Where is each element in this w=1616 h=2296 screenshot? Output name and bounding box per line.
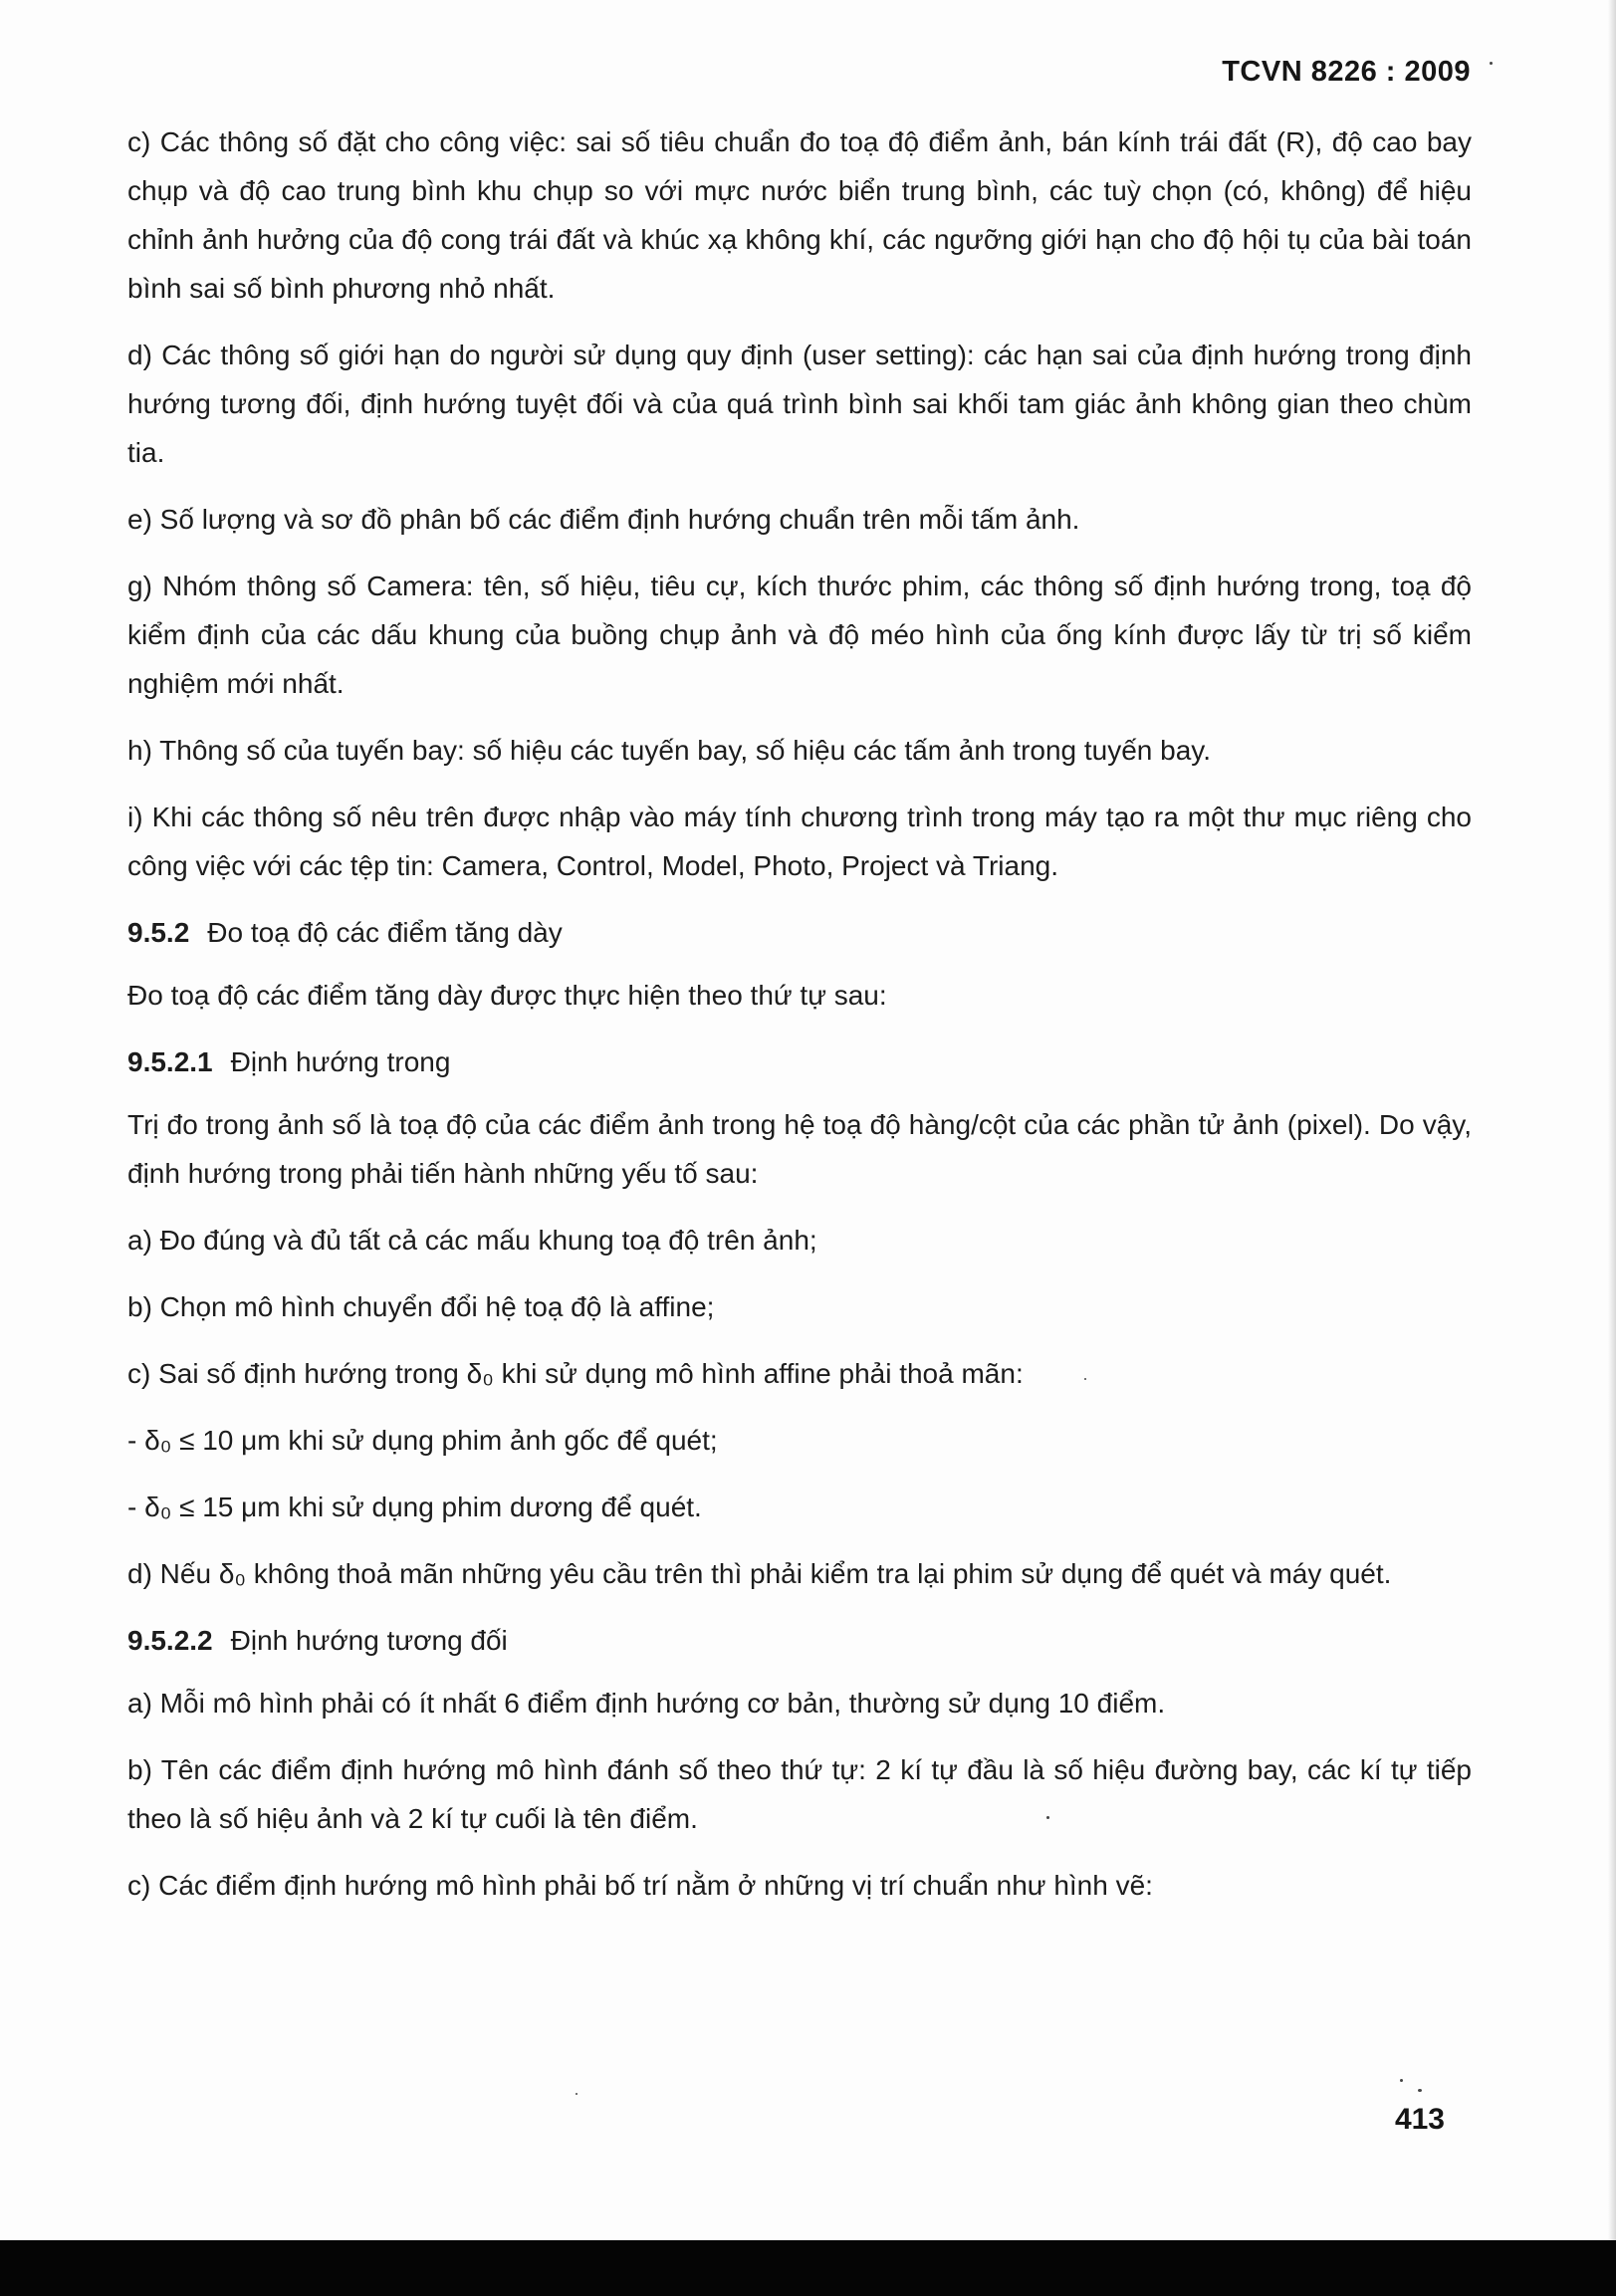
body-paragraph: a) Đo đúng và đủ tất cả các mấu khung toạ độ trên ảnh; [127,1225,817,1256]
body-paragraph: e) Số lượng và sơ đồ phân bố các điểm định hướng chuẩn trên mỗi tấm ảnh. [127,504,1080,535]
body-paragraph: i) Khi các thông số nêu trên được nhập vào máy tính chương trình trong máy tạo ra một thư mục riêng cho công việc với các tệp tin: Camera, Control, Model, Photo, Project và Triang. [127,802,1472,881]
scan-speck [576,2093,577,2095]
scan-speck [1046,1816,1049,1819]
body-paragraph: d) Các thông số giới hạn do người sử dụng quy định (user setting): các hạn sai của định hướng trong định hướng tương đối, định hướng tuyệt đối và của quá trình bình sai khối tam giác ảnh không gian theo chùm tia. [127,340,1472,468]
body-paragraph: - δ₀ ≤ 10 μm khi sử dụng phim ảnh gốc để quét; [127,1425,718,1456]
scan-bottom-border [0,2240,1616,2296]
section-heading [127,1037,1472,1086]
section-heading [127,908,1472,957]
scan-speck [1490,62,1493,65]
scan-speck [1084,1378,1086,1380]
page-body [127,117,1472,1928]
body-paragraph: c) Sai số định hướng trong δ₀ khi sử dụng mô hình affine phải thoả mãn: [127,1358,1024,1389]
section-title: Đo toạ độ các điểm tăng dày [207,917,563,948]
body-paragraph: a) Mỗi mô hình phải có ít nhất 6 điểm định hướng cơ bản, thường sử dụng 10 điểm. [127,1688,1166,1719]
section-title: Định hướng trong [230,1046,451,1077]
section-heading [127,1616,1472,1665]
body-paragraph: d) Nếu δ₀ không thoả mãn những yêu cầu trên thì phải kiểm tra lại phim sử dụng để quét và máy quét. [127,1558,1392,1589]
standard-code-header: TCVN 8226 : 2009 [1222,56,1471,88]
body-paragraph: Trị đo trong ảnh số là toạ độ của các điểm ảnh trong hệ toạ độ hàng/cột của các phần tử ảnh (pixel). Do vậy, định hướng trong phải tiến hành những yếu tố sau: [127,1109,1472,1189]
body-paragraph: c) Các thông số đặt cho công việc: sai số tiêu chuẩn đo toạ độ điểm ảnh, bán kính trái đất (R), độ cao bay chụp và độ cao trung bình khu chụp so với mực nước biển trung bình, các tuỳ chọn (có, không) để hiệu chỉnh ảnh hưởng của độ cong trái đất và khúc xạ không khí, các ngưỡng giới hạn cho độ hội tụ của bài toán bình sai số bình phương nhỏ nhất. [127,126,1472,304]
section-number: 9.5.2 [127,917,190,948]
section-title: Định hướng tương đối [230,1625,508,1656]
body-paragraph: Đo toạ độ các điểm tăng dày được thực hiện theo thứ tự sau: [127,980,887,1011]
body-paragraph: b) Chọn mô hình chuyển đổi hệ toạ độ là affine; [127,1291,715,1322]
body-paragraph: h) Thông số của tuyến bay: số hiệu các tuyến bay, số hiệu các tấm ảnh trong tuyến bay. [127,735,1212,766]
scan-speck [1418,2089,1422,2092]
scan-edge-shadow [1608,0,1616,2240]
body-paragraph: - δ₀ ≤ 15 μm khi sử dụng phim dương để quét. [127,1492,702,1522]
page-number: 413 [1394,2103,1445,2136]
scan-speck [1400,2079,1403,2082]
body-paragraph: g) Nhóm thông số Camera: tên, số hiệu, tiêu cự, kích thước phim, các thông số định hướng trong, toạ độ kiểm định của các dấu khung của buồng chụp ảnh và độ méo hình của ống kính được lấy từ trị số kiểm nghiệm mới nhất. [127,571,1472,699]
body-paragraph: c) Các điểm định hướng mô hình phải bố trí nằm ở những vị trí chuẩn như hình vẽ: [127,1870,1153,1901]
section-number: 9.5.2.2 [127,1625,213,1656]
section-number: 9.5.2.1 [127,1046,213,1077]
body-paragraph: b) Tên các điểm định hướng mô hình đánh số theo thứ tự: 2 kí tự đầu là số hiệu đường bay, các kí tự tiếp theo là số hiệu ảnh và 2 kí tự cuối là tên điểm. [127,1754,1472,1834]
